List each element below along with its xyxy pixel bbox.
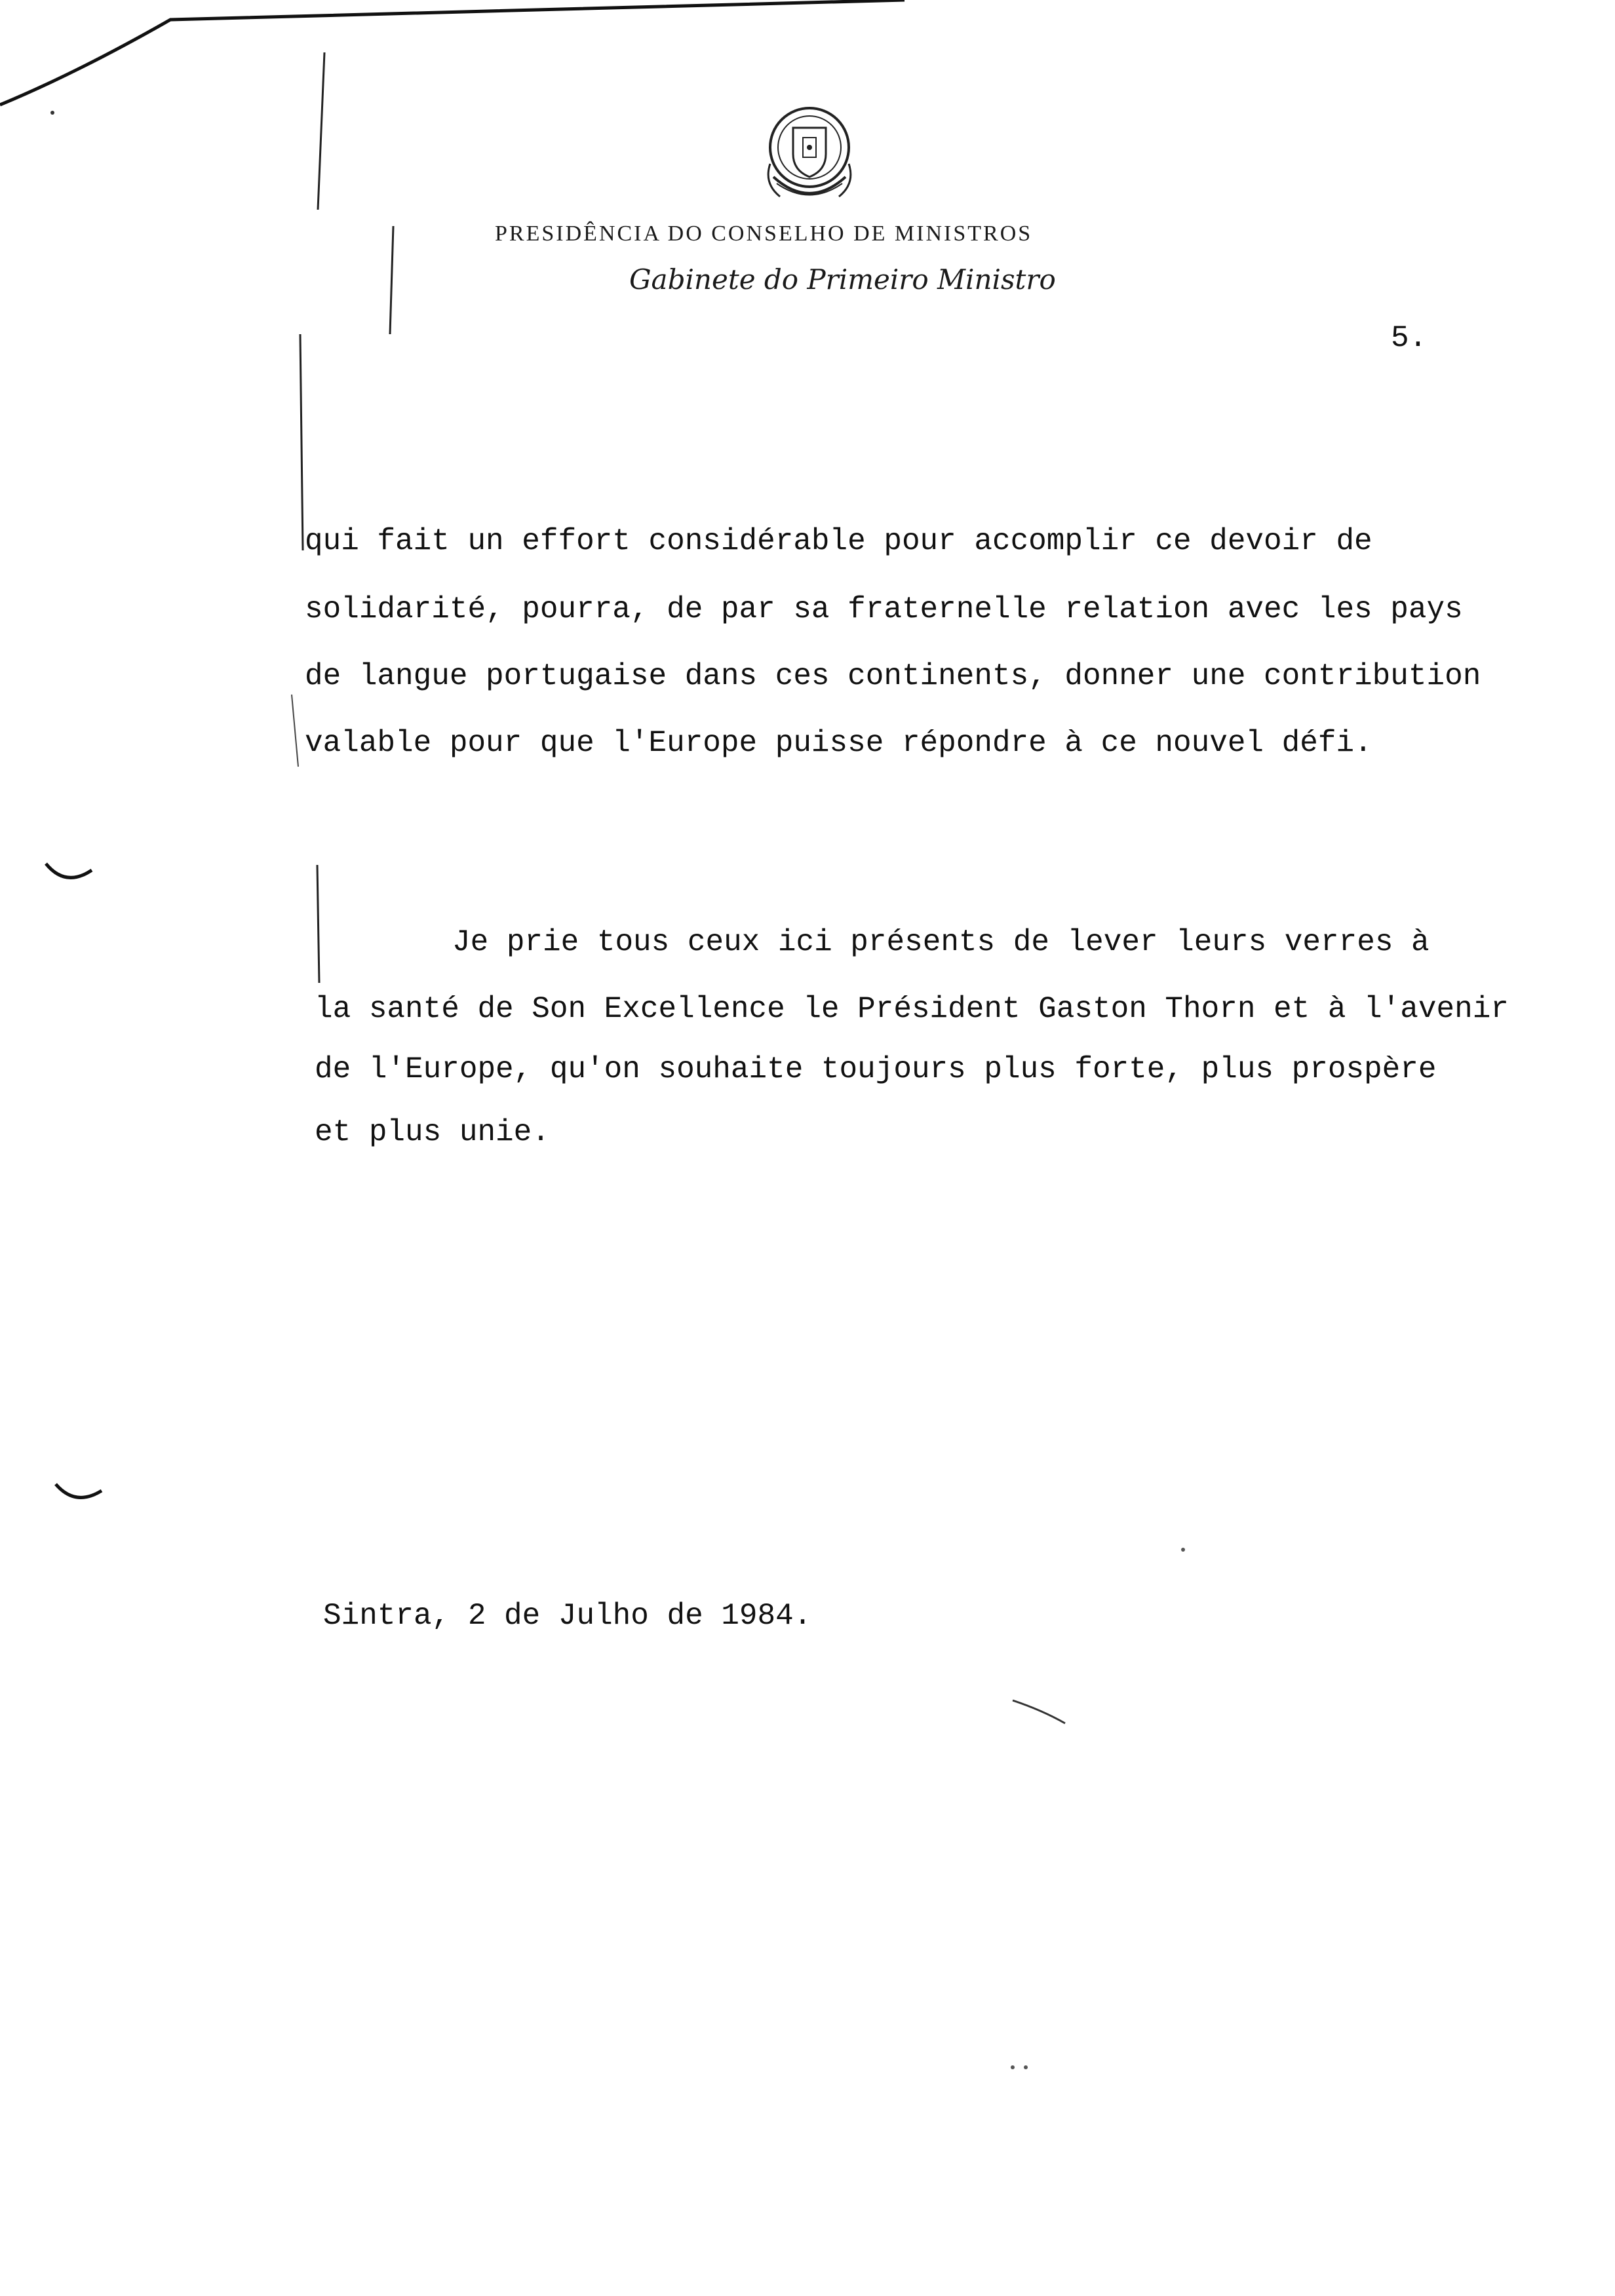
cabinet-subheading: Gabinete do Primeiro Ministro [629, 263, 1056, 296]
paragraph-line: solidarité, pourra, de par sa fraternelle relation avec les pays [305, 592, 1463, 626]
paragraph-line: de l'Europe, qu'on souhaite toujours plus forte, plus prospère [315, 1052, 1437, 1086]
paragraph-line: la santé de Son Excellence le Président Gaston Thorn et à l'avenir [315, 992, 1509, 1026]
coat-of-arms-emblem [747, 92, 872, 216]
paragraph-line: et plus unie. [315, 1115, 550, 1149]
place-date-line: Sintra, 2 de Julho de 1984. [323, 1599, 812, 1633]
office-heading: PRESIDÊNCIA DO CONSELHO DE MINISTROS [495, 221, 1033, 246]
paragraph-line: valable pour que l'Europe puisse répondre à ce nouvel défi. [305, 726, 1372, 760]
paragraph-line: Je prie tous ceux ici présents de lever leurs verres à [452, 925, 1430, 959]
paragraph-line: qui fait un effort considérable pour accomplir ce devoir de [305, 524, 1372, 558]
paragraph-line: de langue portugaise dans ces continents, donner une contribution [305, 659, 1481, 693]
page-number: 5. [1391, 321, 1428, 355]
